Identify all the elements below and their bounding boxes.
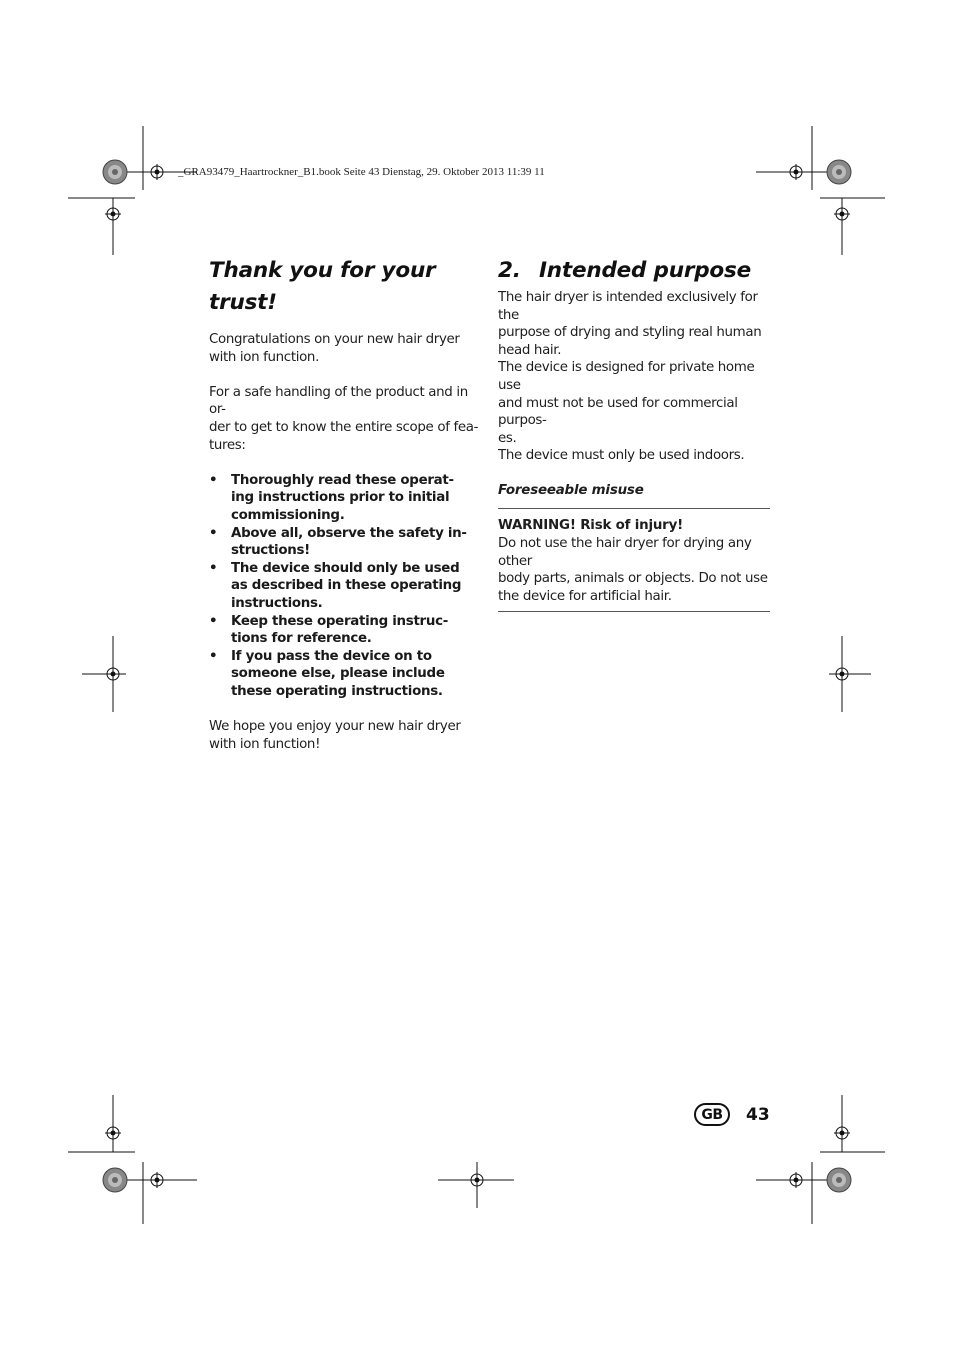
text-line: If you pass the device on to xyxy=(231,648,432,664)
warning-title: WARNING! Risk of injury! xyxy=(498,517,684,533)
purpose-paragraph xyxy=(498,289,771,359)
text-line: the device for artificial hair. xyxy=(498,588,672,604)
text-line: For a safe handling of the product and in or- xyxy=(209,384,468,418)
page-number: 43 xyxy=(746,1104,770,1125)
list-item xyxy=(209,560,484,613)
warning-text xyxy=(498,535,770,605)
text-line: tions for reference. xyxy=(231,631,372,647)
text-line: ing instructions prior to initial xyxy=(231,490,450,506)
text-line: as described in these operating xyxy=(231,578,462,594)
text-line: The device should only be used xyxy=(231,560,460,576)
list-item xyxy=(209,525,484,560)
country-badge: GB xyxy=(694,1103,730,1126)
misuse-subheading: Foreseeable misuse xyxy=(498,482,644,498)
text-line: someone else, please include xyxy=(231,666,445,682)
section-heading xyxy=(498,255,771,287)
list-item xyxy=(209,613,484,648)
text-line: The device is designed for private home use xyxy=(498,360,755,393)
left-column xyxy=(209,255,484,753)
text-line: body parts, animals or objects. Do not use xyxy=(498,571,768,587)
list-item xyxy=(209,472,484,525)
text-line: structions! xyxy=(231,543,310,559)
text-line: these operating instructions. xyxy=(231,683,443,699)
text-line: commissioning. xyxy=(231,507,345,523)
instructions-list xyxy=(209,472,484,701)
text-line: instructions. xyxy=(231,595,323,611)
text-line: Keep these operating instruc- xyxy=(231,613,448,629)
list-item xyxy=(209,648,484,701)
text-line: tures: xyxy=(209,437,246,453)
text-line: head hair. xyxy=(498,342,562,358)
indoors-paragraph: The device must only be used indoors. xyxy=(498,448,745,464)
warning-box xyxy=(498,508,770,612)
text-line: The hair dryer is intended exclusively for the xyxy=(498,290,758,323)
section-number: 2. xyxy=(498,258,521,283)
right-column xyxy=(498,255,771,612)
text-line: Do not use the hair dryer for drying any other xyxy=(498,535,752,569)
text-line: Above all, observe the safety in- xyxy=(231,525,467,541)
usage-paragraph xyxy=(498,359,771,447)
section-title: Intended purpose xyxy=(539,258,751,283)
text-line: purpose of drying and styling real human xyxy=(498,325,762,341)
text-line: Thoroughly read these operat- xyxy=(231,472,454,488)
text-line: and must not be used for commercial purpos- xyxy=(498,395,738,429)
text-line: es. xyxy=(498,430,517,446)
handling-paragraph xyxy=(209,384,484,454)
page-footer xyxy=(694,1103,770,1126)
text-line: der to get to know the entire scope of fea- xyxy=(209,419,479,435)
page-title: Thank you for your trust! xyxy=(209,258,436,315)
print-header: _GRA93479_Haartrockner_B1.book Seite 43 Dienstag, 29. Oktober 2013 11:39 11 xyxy=(178,166,545,178)
intro-paragraph: Congratulations on your new hair dryer with ion function. xyxy=(209,332,460,365)
closing-paragraph: We hope you enjoy your new hair dryer with ion function! xyxy=(209,719,461,752)
